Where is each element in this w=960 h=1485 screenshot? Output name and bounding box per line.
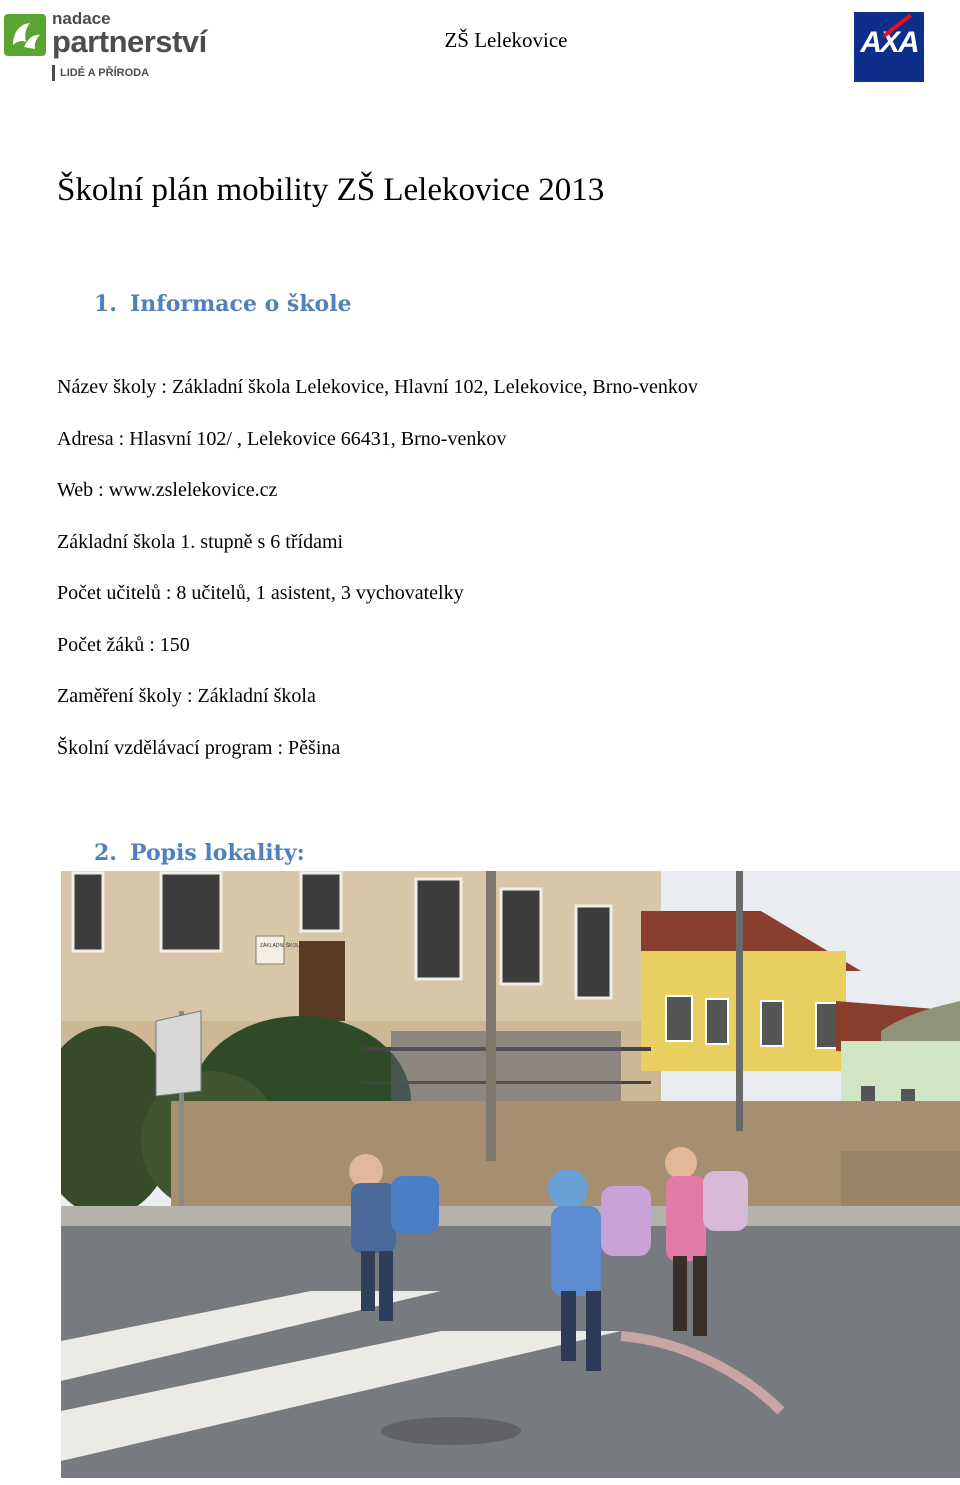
section-heading-1 — [94, 290, 352, 318]
axa-logo-text: AXA — [860, 26, 918, 59]
document-title: Školní plán mobility ZŠ Lelekovice 2013 — [57, 172, 605, 208]
section-number: 2. — [94, 840, 117, 866]
logo-divider — [52, 65, 55, 81]
section-heading-2 — [94, 839, 305, 867]
info-teachers: Počet učitelů : 8 učitelů, 1 asistent, 3 vychovatelky — [57, 582, 464, 604]
school-sign-text: ZÁKLADNÍ ŠKOLA — [260, 943, 303, 949]
info-focus: Zaměření školy : Základní škola — [57, 685, 316, 707]
logo-line-nadace: nadace — [52, 9, 111, 28]
section-title: Popis lokality: — [130, 840, 305, 866]
header-title: ZŠ Lelekovice — [444, 28, 568, 52]
logo-line-tagline: LIDÉ A PŘÍRODA — [60, 67, 150, 79]
school-info — [57, 374, 937, 786]
info-pupils: Počet žáků : 150 — [57, 633, 190, 656]
section-number: 1. — [94, 291, 117, 317]
page-header — [0, 0, 960, 100]
locality-photo — [61, 871, 960, 1478]
axa-logo — [854, 12, 924, 82]
logo-line-partnerstvi: partnerství — [52, 24, 207, 59]
info-program: Školní vzdělávací program : Pěšina — [57, 736, 341, 759]
section-title: Informace o škole — [130, 291, 352, 317]
info-school-type: Základní škola 1. stupně s 6 třídami — [57, 530, 344, 553]
info-school-name: Název školy : Základní škola Lelekovice, Hlavní 102, Lelekovice, Brno-venkov — [57, 376, 698, 398]
info-web: Web : www.zslelekovice.cz — [57, 479, 278, 501]
info-address: Adresa : Hlasvní 102/ , Lelekovice 66431, Brno-venkov — [57, 427, 507, 450]
